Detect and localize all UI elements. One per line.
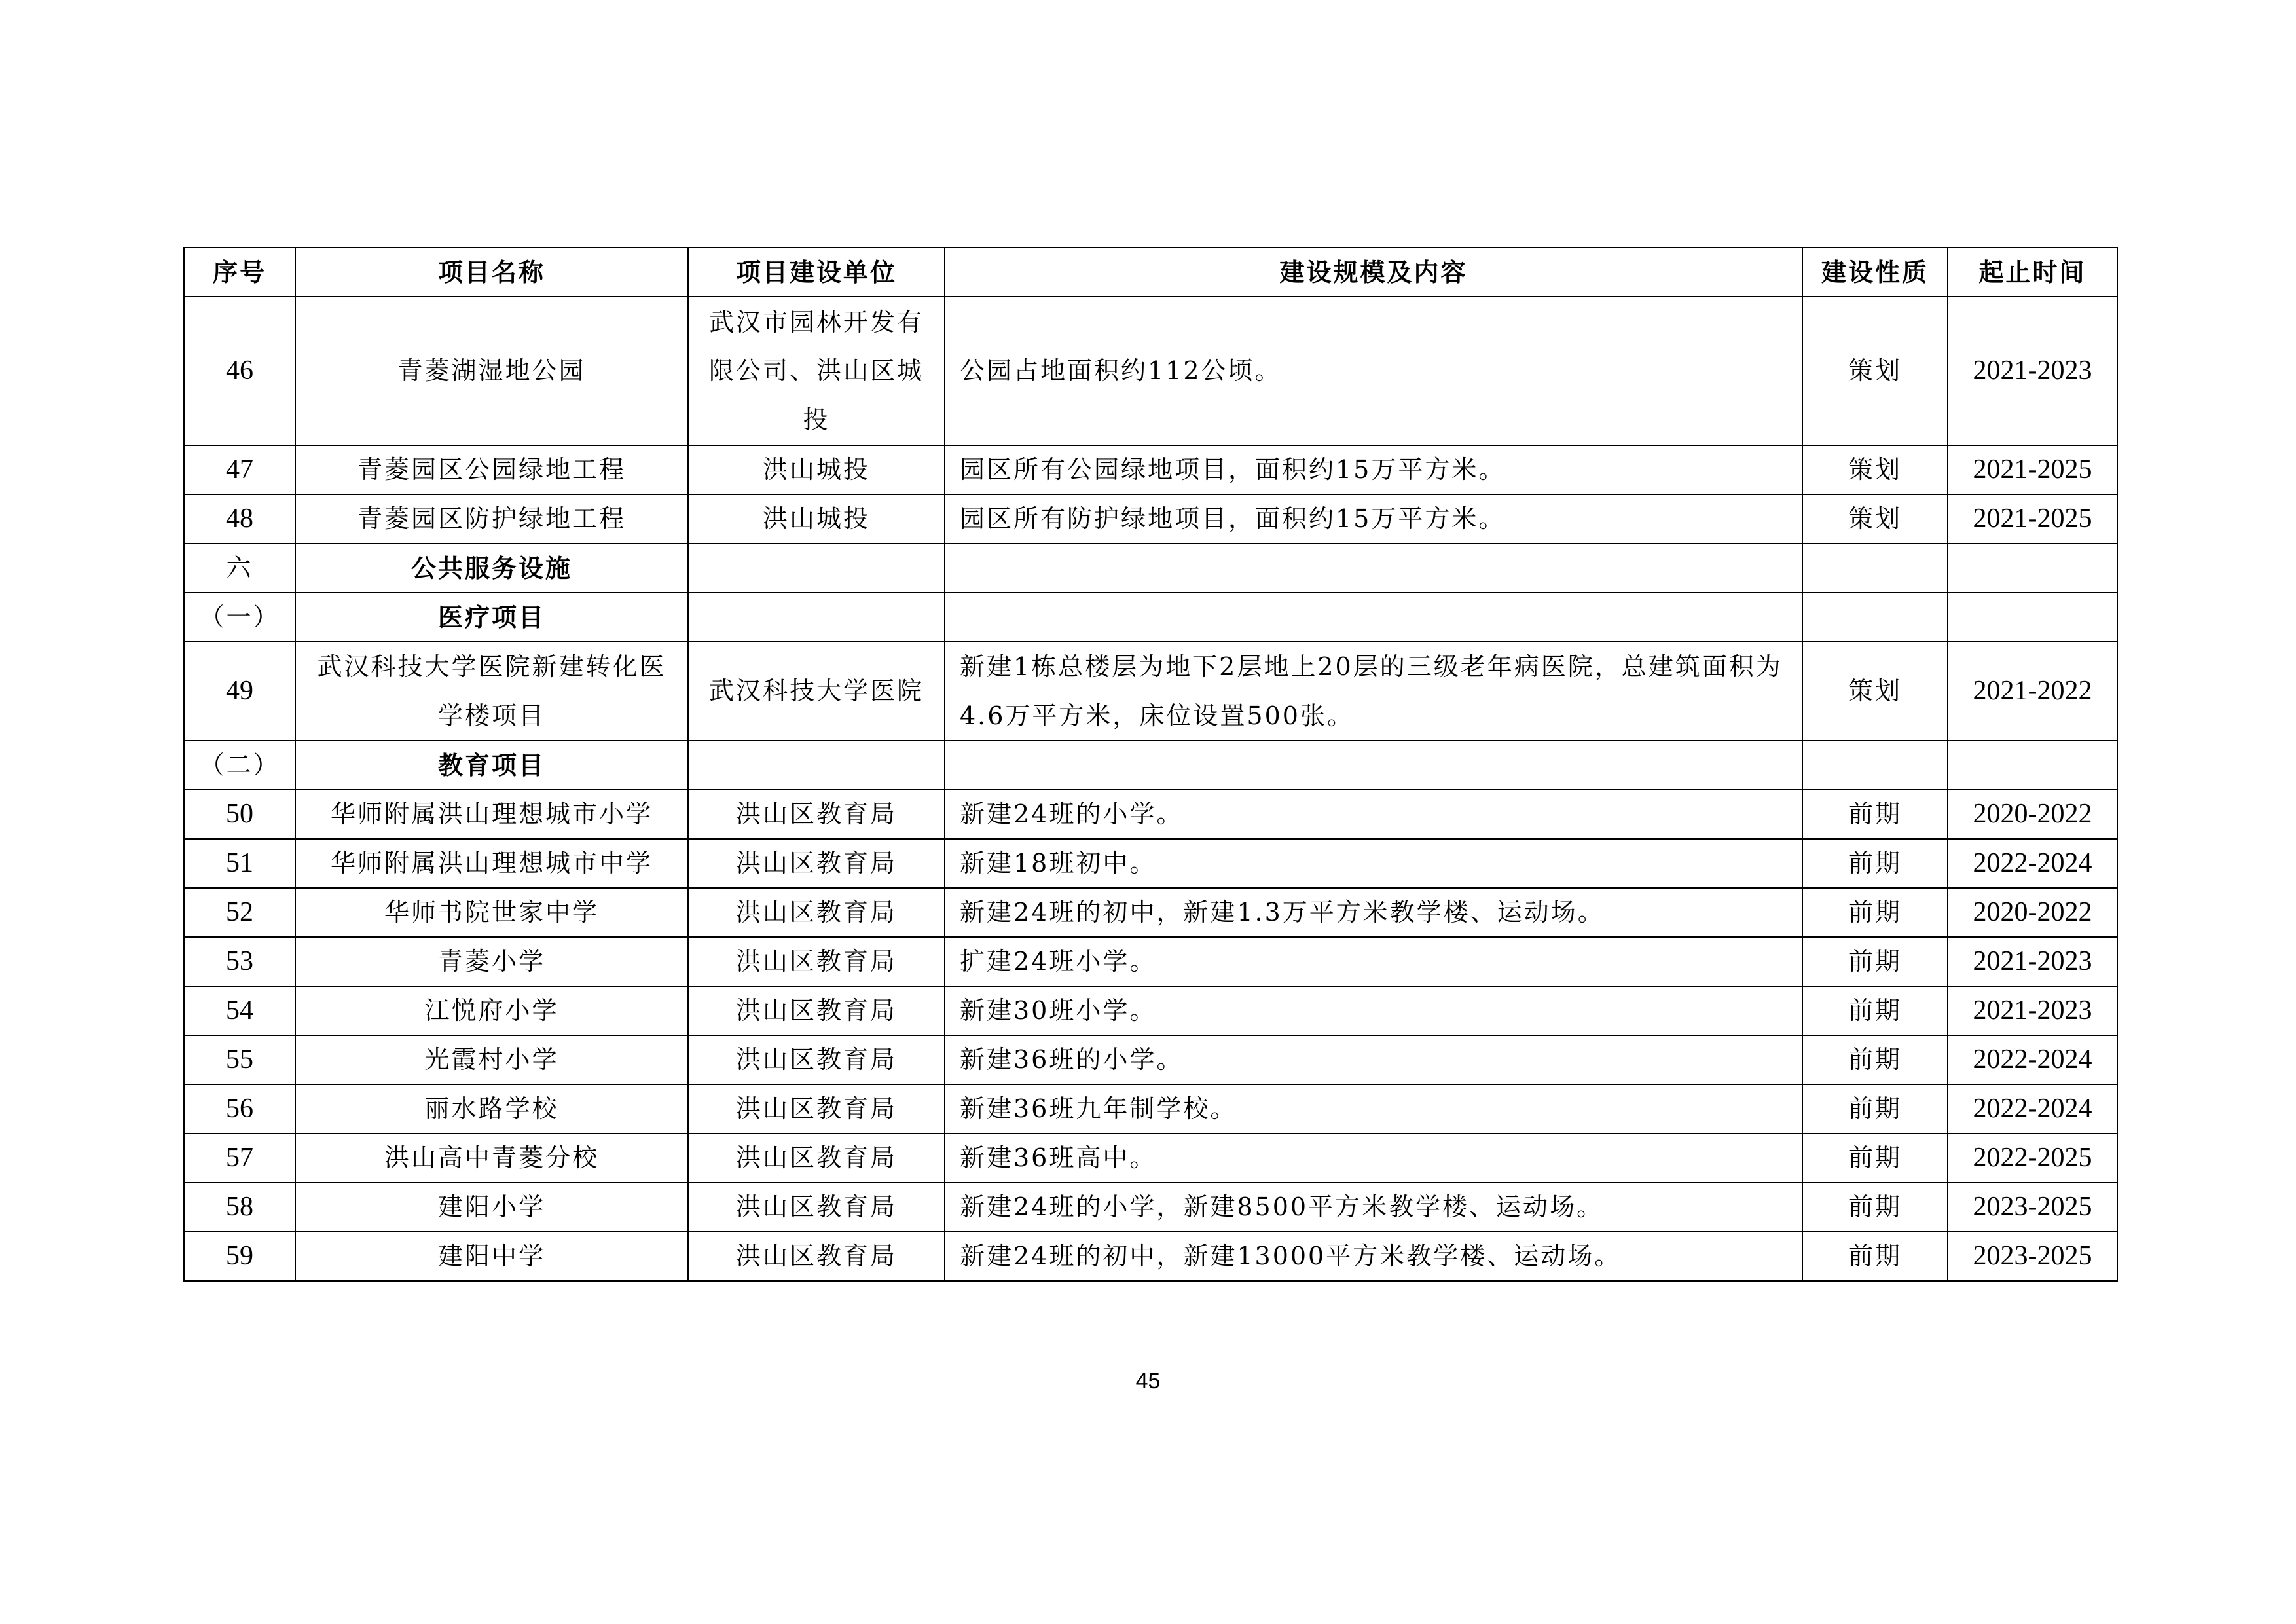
row-period: 2021-2023 [1948,297,2117,445]
row-nature: 前期 [1802,1084,1948,1134]
row-content: 新建30班小学。 [945,986,1802,1035]
row-no: 49 [184,642,295,741]
table-row [184,297,2117,445]
row-period: 2021-2023 [1948,986,2117,1035]
row-period [1948,593,2117,642]
row-no: 58 [184,1183,295,1232]
table-row [184,986,2117,1035]
row-period: 2022-2024 [1948,1084,2117,1134]
section-row [184,544,2117,593]
row-name: 华师附属洪山理想城市小学 [295,790,688,839]
row-unit: 洪山区教育局 [688,790,945,839]
row-no: 48 [184,494,295,544]
row-nature: 前期 [1802,1183,1948,1232]
row-content: 新建36班九年制学校。 [945,1084,1802,1134]
table-row [184,445,2117,494]
row-unit: 洪山区教育局 [688,839,945,888]
table-row [184,1084,2117,1134]
row-nature: 前期 [1802,888,1948,937]
table-row [184,790,2117,839]
row-no: 47 [184,445,295,494]
table-row [184,642,2117,741]
row-name: 华师附属洪山理想城市中学 [295,839,688,888]
row-content: 新建36班高中。 [945,1134,1802,1183]
row-period: 2023-2025 [1948,1232,2117,1281]
table-row [184,839,2117,888]
row-nature: 前期 [1802,1134,1948,1183]
row-unit: 洪山城投 [688,494,945,544]
row-no: 51 [184,839,295,888]
row-nature [1802,741,1948,790]
row-no: 53 [184,937,295,986]
row-content: 新建18班初中。 [945,839,1802,888]
header-name: 项目名称 [295,248,688,297]
row-nature: 策划 [1802,494,1948,544]
table-row [184,1134,2117,1183]
row-no: 50 [184,790,295,839]
section-no: （二） [184,741,295,790]
row-unit [688,593,945,642]
row-unit: 洪山区教育局 [688,986,945,1035]
row-no: 59 [184,1232,295,1281]
table-row [184,937,2117,986]
row-name: 青菱小学 [295,937,688,986]
header-content: 建设规模及内容 [945,248,1802,297]
projects-table [183,247,2118,1282]
row-name: 青菱湖湿地公园 [295,297,688,445]
row-no: 46 [184,297,295,445]
row-unit: 武汉科技大学医院 [688,642,945,741]
row-nature: 前期 [1802,986,1948,1035]
row-period: 2020-2022 [1948,888,2117,937]
row-unit: 洪山区教育局 [688,1183,945,1232]
row-period: 2023-2025 [1948,1183,2117,1232]
row-unit: 武汉市园林开发有限公司、洪山区城投 [688,297,945,445]
row-nature: 策划 [1802,642,1948,741]
row-period: 2020-2022 [1948,790,2117,839]
row-unit: 洪山区教育局 [688,888,945,937]
section-row [184,741,2117,790]
row-no: 55 [184,1035,295,1084]
row-content: 新建36班的小学。 [945,1035,1802,1084]
row-period [1948,741,2117,790]
row-period: 2022-2024 [1948,839,2117,888]
row-unit: 洪山区教育局 [688,937,945,986]
row-nature: 策划 [1802,297,1948,445]
row-content: 新建1栋总楼层为地下2层地上20层的三级老年病医院，总建筑面积为4.6万平方米，床位设置500张。 [945,642,1802,741]
row-no: 52 [184,888,295,937]
row-period: 2022-2024 [1948,1035,2117,1084]
row-name: 青菱园区公园绿地工程 [295,445,688,494]
section-title: 医疗项目 [295,593,688,642]
row-name: 建阳小学 [295,1183,688,1232]
section-no: 六 [184,544,295,593]
row-name: 青菱园区防护绿地工程 [295,494,688,544]
row-content: 公园占地面积约112公顷。 [945,297,1802,445]
row-nature: 前期 [1802,839,1948,888]
row-content: 园区所有公园绿地项目，面积约15万平方米。 [945,445,1802,494]
table-row [184,494,2117,544]
row-name: 武汉科技大学医院新建转化医学楼项目 [295,642,688,741]
row-unit [688,741,945,790]
row-content: 新建24班的初中，新建1.3万平方米教学楼、运动场。 [945,888,1802,937]
header-no: 序号 [184,248,295,297]
section-title: 公共服务设施 [295,544,688,593]
header-nature: 建设性质 [1802,248,1948,297]
row-no: 57 [184,1134,295,1183]
row-unit: 洪山城投 [688,445,945,494]
row-name: 丽水路学校 [295,1084,688,1134]
page-number: 45 [1135,1369,1161,1393]
row-nature: 前期 [1802,1035,1948,1084]
section-title: 教育项目 [295,741,688,790]
row-nature: 前期 [1802,790,1948,839]
row-nature: 前期 [1802,1232,1948,1281]
row-name: 建阳中学 [295,1232,688,1281]
row-content [945,741,1802,790]
row-content: 新建24班的小学，新建8500平方米教学楼、运动场。 [945,1183,1802,1232]
section-row [184,593,2117,642]
row-unit: 洪山区教育局 [688,1134,945,1183]
table-row [184,888,2117,937]
row-content [945,544,1802,593]
row-unit: 洪山区教育局 [688,1035,945,1084]
row-name: 江悦府小学 [295,986,688,1035]
row-nature [1802,593,1948,642]
table-row [184,1232,2117,1281]
row-content: 新建24班的小学。 [945,790,1802,839]
row-name: 光霞村小学 [295,1035,688,1084]
table-row [184,1183,2117,1232]
row-content: 新建24班的初中，新建13000平方米教学楼、运动场。 [945,1232,1802,1281]
row-no: 56 [184,1084,295,1134]
row-period: 2021-2025 [1948,445,2117,494]
row-unit [688,544,945,593]
row-unit: 洪山区教育局 [688,1232,945,1281]
row-content [945,593,1802,642]
row-period: 2022-2025 [1948,1134,2117,1183]
header-unit: 项目建设单位 [688,248,945,297]
row-period: 2021-2023 [1948,937,2117,986]
row-period: 2021-2025 [1948,494,2117,544]
row-period [1948,544,2117,593]
row-period: 2021-2022 [1948,642,2117,741]
section-no: （一） [184,593,295,642]
row-name: 华师书院世家中学 [295,888,688,937]
row-name: 洪山高中青菱分校 [295,1134,688,1183]
row-nature [1802,544,1948,593]
table-header-row [184,248,2117,297]
row-no: 54 [184,986,295,1035]
row-nature: 前期 [1802,937,1948,986]
row-content: 扩建24班小学。 [945,937,1802,986]
row-nature: 策划 [1802,445,1948,494]
row-content: 园区所有防护绿地项目，面积约15万平方米。 [945,494,1802,544]
header-period: 起止时间 [1948,248,2117,297]
row-unit: 洪山区教育局 [688,1084,945,1134]
table-row [184,1035,2117,1084]
